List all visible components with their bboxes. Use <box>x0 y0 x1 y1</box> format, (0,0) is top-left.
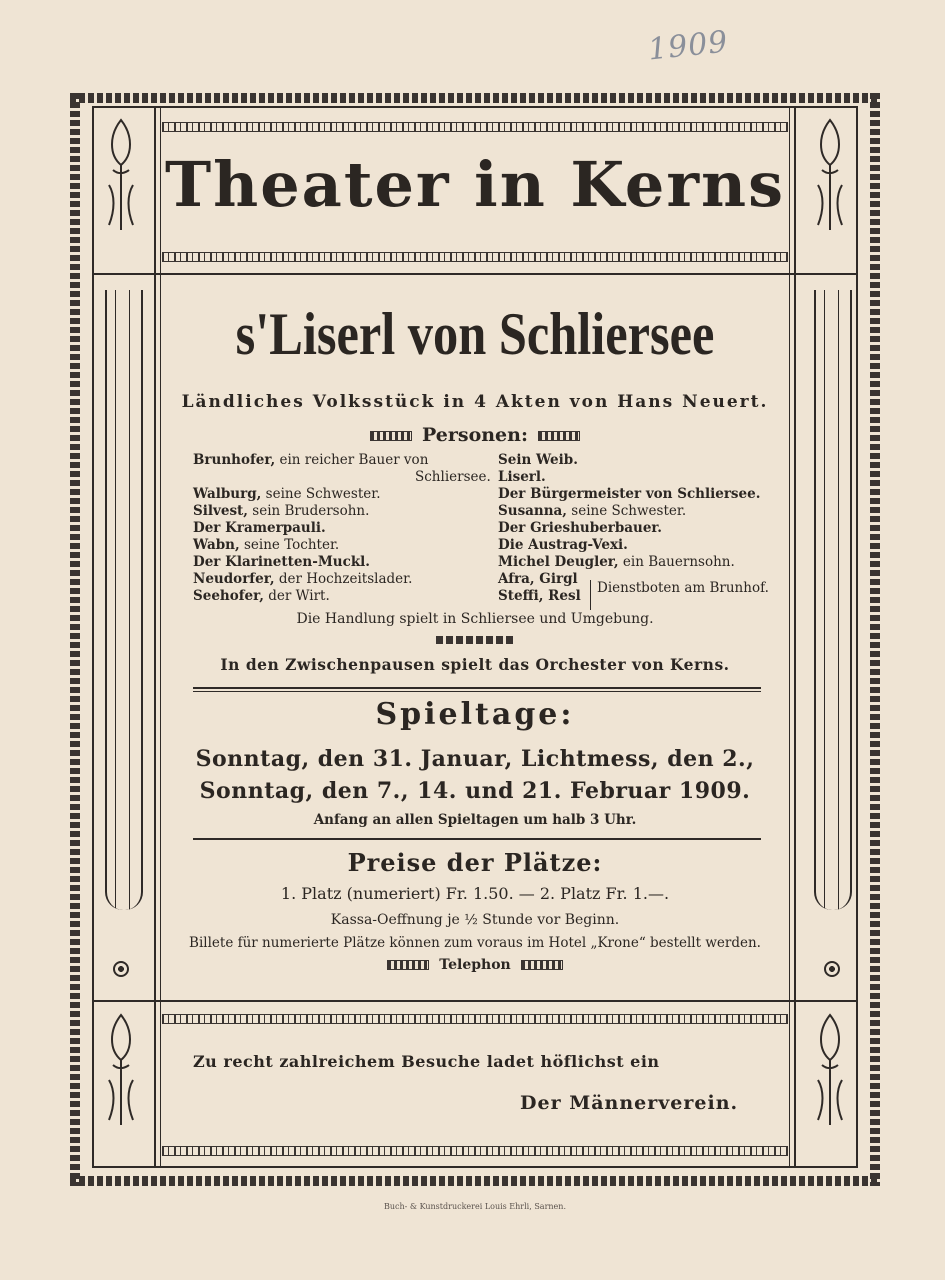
tulip-ornament-icon <box>812 115 848 235</box>
frame-top-border <box>70 93 880 103</box>
cast-row <box>498 469 760 486</box>
footer-ornament-band-top <box>162 1014 788 1024</box>
cast-name: Silvest, <box>193 503 248 519</box>
cast-desc: Schliersee. <box>415 469 491 485</box>
cast-row <box>193 554 491 571</box>
ornament-icon <box>370 431 412 441</box>
cast-name: Der Kramerpauli. <box>193 520 326 536</box>
billete-note: Billete für numerierte Plätze können zum voraus im Hotel „Krone“ bestellt werden. <box>189 935 761 951</box>
ornament-icon <box>521 960 563 970</box>
tulip-ornament-icon <box>103 115 139 235</box>
cast-desc: sein Brudersohn. <box>247 503 370 519</box>
cast-row <box>193 503 491 520</box>
header-rule-bottom <box>92 273 858 275</box>
cast-row <box>193 469 491 486</box>
preise-line: 1. Platz (numeriert) Fr. 1.50. — 2. Platz Fr. 1.—. <box>280 884 670 903</box>
einladung-text: Zu recht zahlreichem Besuche ladet höflichst ein <box>193 1052 660 1071</box>
inner-rule-right-2 <box>794 106 796 1168</box>
printer-credit: Buch- & Kunstdruckerei Louis Ehrli, Sarnen. <box>384 1202 566 1211</box>
cast-name: Susanna, <box>498 503 567 519</box>
cast-desc: seine Tochter. <box>239 537 340 553</box>
cast-name: Steffi, Resl <box>498 588 581 604</box>
anfang-note: Anfang an allen Spieltagen um halb 3 Uhr. <box>313 812 637 828</box>
section-divider <box>193 838 761 840</box>
cast-row <box>193 520 491 537</box>
cast-name: Der Bürgermeister von Schliersee. <box>498 486 761 502</box>
footer-rule-bottom <box>92 1166 858 1168</box>
cast-row <box>193 588 491 605</box>
cast-desc: seine Schwester. <box>261 486 381 502</box>
frame-left-border <box>70 93 80 1186</box>
cast-name: Brunhofer, <box>193 452 276 468</box>
play-subtitle: Ländliches Volksstück in 4 Akten von Hans Neuert. <box>181 392 769 412</box>
inner-rule-left-3 <box>160 106 161 1168</box>
box-ornament-divider <box>436 636 516 644</box>
cast-name: Afra, Girgl <box>498 571 578 587</box>
cast-name: Der Grieshuberbauer. <box>498 520 663 536</box>
section-divider <box>193 687 761 689</box>
dienstboten-brace-label: Dienstboten am Brunhof. <box>590 580 777 610</box>
cast-row <box>498 503 760 520</box>
cast-row <box>193 571 491 588</box>
cast-list-left <box>193 452 491 605</box>
frame-right-border <box>870 93 880 1186</box>
preise-heading: Preise der Plätze: <box>347 848 603 877</box>
cast-name: Walburg, <box>193 486 262 502</box>
cast-row <box>193 452 491 469</box>
kassa-note: Kassa-Oeffnung je ½ Stunde vor Beginn. <box>330 912 620 928</box>
spieltage-line-1: Sonntag, den 31. Januar, Lichtmess, den 2., <box>195 746 755 772</box>
right-circle-ornament-icon <box>824 961 840 977</box>
header-ornament-band-top <box>162 122 788 132</box>
cast-name: Die Austrag-Vexi. <box>498 537 628 553</box>
personen-heading <box>160 424 790 446</box>
cast-row <box>498 554 760 571</box>
inner-rule-left-2 <box>154 106 156 1168</box>
cast-name: Seehofer, <box>193 588 264 604</box>
inner-rule-right-3 <box>789 106 790 1168</box>
telephon-text: Telephon <box>439 957 511 973</box>
inner-rule-right <box>856 106 858 1168</box>
cast-row <box>498 520 760 537</box>
footer-rule-top <box>92 1000 858 1002</box>
cast-desc: der Wirt. <box>263 588 330 604</box>
handlung-note: Die Handlung spielt in Schliersee und Umgebung. <box>296 611 654 627</box>
spieltage-heading: Spieltage: <box>375 697 575 732</box>
personen-heading-text: Personen: <box>422 424 528 446</box>
cast-name: Wabn, <box>193 537 240 553</box>
inner-rule-left <box>92 106 94 1168</box>
cast-desc: ein reicher Bauer von <box>275 452 429 468</box>
cast-row <box>498 537 760 554</box>
cast-row <box>193 486 491 503</box>
left-pillar-ornament <box>105 290 143 910</box>
ornament-icon <box>538 431 580 441</box>
tulip-ornament-icon <box>103 1010 139 1130</box>
theater-title: Theater in Kerns <box>164 148 785 221</box>
cast-name: Michel Deugler, <box>498 554 619 570</box>
cast-desc: ein Bauernsohn. <box>618 554 735 570</box>
cast-name: Liserl. <box>498 469 546 485</box>
footer-ornament-band-bottom <box>162 1146 788 1156</box>
cast-desc: der Hochzeitslader. <box>274 571 413 587</box>
cast-name: Der Klarinetten-Muckl. <box>193 554 371 570</box>
telephon-line <box>160 957 790 973</box>
handwritten-year-note: 1909 <box>646 24 730 68</box>
play-title: s'Liserl von Schliersee <box>235 301 715 367</box>
cast-row <box>498 452 760 469</box>
ornament-icon <box>387 960 429 970</box>
tulip-ornament-icon <box>812 1010 848 1130</box>
cast-row <box>193 537 491 554</box>
spieltage-line-2: Sonntag, den 7., 14. und 21. Februar 1909. <box>199 778 751 804</box>
right-pillar-ornament <box>814 290 852 910</box>
cast-name: Sein Weib. <box>498 452 578 468</box>
left-circle-ornament-icon <box>113 961 129 977</box>
header-ornament-band-bottom <box>162 252 788 262</box>
section-divider <box>193 691 761 692</box>
frame-bottom-border <box>70 1176 880 1186</box>
cast-desc: seine Schwester. <box>567 503 687 519</box>
cast-row <box>498 486 760 503</box>
verein-signature: Der Männerverein. <box>520 1092 739 1114</box>
orchester-note: In den Zwischenpausen spielt das Orchester von Kerns. <box>220 655 730 674</box>
cast-name: Neudorfer, <box>193 571 275 587</box>
header-rule-top <box>92 106 858 108</box>
